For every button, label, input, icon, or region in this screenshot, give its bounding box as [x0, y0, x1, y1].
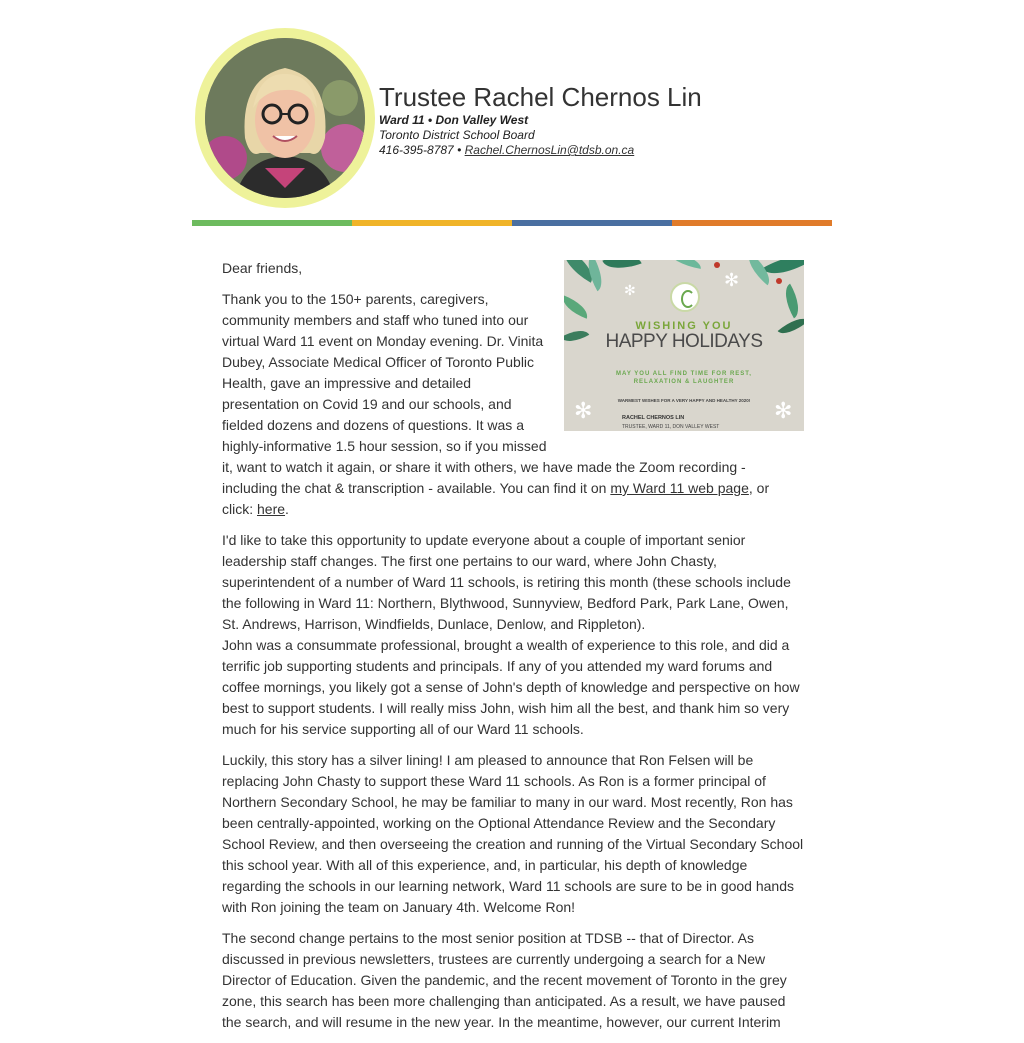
- leaf-decoration: [667, 260, 703, 269]
- paragraph-2: [222, 530, 804, 740]
- phone-text: 416-395-8787 •: [379, 143, 465, 157]
- card-headline: HAPPY HOLIDAYS: [605, 331, 763, 352]
- here-link[interactable]: here: [257, 501, 286, 517]
- color-bar: [192, 220, 832, 226]
- board-line: Toronto District School Board: [379, 128, 535, 142]
- email-link[interactable]: Rachel.ChernosLin@tdsb.on.ca: [464, 143, 635, 157]
- contact-line: [379, 143, 634, 157]
- color-bar-green: [192, 220, 352, 226]
- tdsb-logo-icon: [670, 282, 700, 312]
- snowflake-icon: ✻: [624, 282, 636, 298]
- paragraph-1-mid: , or click:: [222, 480, 770, 517]
- paragraph-2b: John was a consummate professional, brought a wealth of experience to this role, and did a terrific job supporting students and principals. If any of you attended my ward forums and coffee mornings, you likely got a sense of John's depth of knowledge and perspective on how best to support students. I will really miss John, wish him all the best, and thank him so very much for his service supporting all of our Ward 11 schools.: [222, 637, 800, 737]
- color-bar-orange: [672, 220, 832, 226]
- paragraph-4: The second change pertains to the most senior position at TDSB -- that of Director. As discussed in previous newsletters, trustees are currently undergoing a search for a New Director of Education. Given the pandemic, and the recent movement of Toronto in the grey zone, this search has been more challenging than anticipated. As a result, we have paused the search, and will resume in the new year. In the meantime, however, our current Interim: [222, 930, 787, 1030]
- berry-decoration: [714, 262, 720, 268]
- snowflake-icon: ✻: [724, 270, 740, 290]
- card-warmest: WARMEST WISHES FOR A VERY HAPPY AND HEALTHY 2020!: [617, 398, 751, 403]
- greeting: Dear friends,: [222, 260, 303, 276]
- letter-body: [222, 258, 804, 1043]
- snowflake-icon: ✻: [574, 398, 593, 423]
- ward-11-web-page-link[interactable]: my Ward 11 web page: [610, 480, 749, 496]
- ward-line: Ward 11 • Don Valley West: [379, 113, 529, 127]
- holiday-card-image: [564, 260, 804, 431]
- snowflake-icon: ✻: [774, 398, 793, 423]
- avatar: [205, 38, 365, 198]
- card-signer: RACHEL CHERNOS LIN: [622, 415, 685, 421]
- card-wishing: WISHING YOU: [635, 320, 733, 332]
- portrait-image: [205, 38, 365, 198]
- paragraph-1-end: .: [285, 501, 289, 517]
- paragraph-2a: I'd like to take this opportunity to update everyone about a couple of important senior leadership staff changes. The first one pertains to our ward, where John Chasty, superintendent of a number of Ward 11 schools, is retiring this month (these schools include the following in Ward 11: Northern, Blythwood, Sunnyview, Bedford Park, Park Lane, Owen, St. Andrews, Harrison, Windfields, Dunlace, Denlow, and Rippleton).: [222, 532, 791, 632]
- paragraph-1-text: Thank you to the 150+ parents, caregivers, community members and staff who tuned into our virtual Ward 11 event on Monday evening. Dr. Vinita Dubey, Associate Medical Officer of Toronto Public Health, gave an impressive and detailed presentation on Covid 19 and our schools, and fielded dozens and dozens of questions. It was a highly-informative 1.5 hour session, so if you missed it, want to watch it again, or share it with others, we have made the Zoom recording - including the chat & transcription - available. You can find it on: [222, 291, 746, 496]
- leaf-decoration: [602, 260, 641, 276]
- color-bar-blue: [512, 220, 672, 226]
- card-sub1: MAY YOU ALL FIND TIME FOR REST,: [616, 371, 752, 377]
- color-bar-yellow: [352, 220, 512, 226]
- paragraph-3: Luckily, this story has a silver lining! I am pleased to announce that Ron Felsen will be replacing John Chasty to support these Ward 11 schools. As Ron is a former principal of Northern Secondary School, he may be familiar to many in our ward. Most recently, Ron has been centrally-appointed, working on the Optional Attendance Review and the Secondary School Review, and then overseeing the creation and running of the Virtual Secondary School this school year. With all of this experience, and, in particular, his depth of knowledge regarding the schools in our learning network, Ward 11 schools are sure to be in good hands with Ron joining the team on January 4th. Welcome Ron!: [222, 752, 804, 915]
- berry-decoration: [776, 278, 782, 284]
- card-sub2: RELAXATION & LAUGHTER: [633, 379, 735, 385]
- trustee-name: Trustee Rachel Chernos Lin: [379, 82, 702, 112]
- leaf-decoration: [778, 284, 804, 319]
- card-signer-title: TRUSTEE, WARD 11, DON VALLEY WEST: [622, 424, 720, 430]
